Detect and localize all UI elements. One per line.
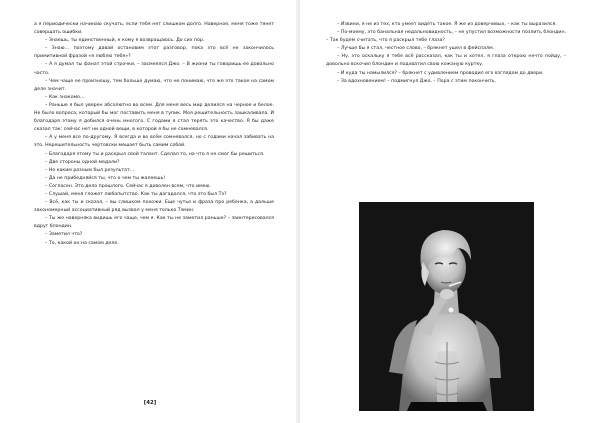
left-page-text [34, 21, 274, 248]
paragraph: – Заметил что? [45, 232, 83, 238]
paragraph: – Знаю… поэтому давай остановим этот разговор, пока это всё не закончилось примитивной фразой «я люблю тебя»? [34, 46, 274, 60]
paragraph: – А я думал ты фанат этой строчки, – засмеялся Джо. – В жизни ты говоришь ее довольно часто. [34, 62, 274, 76]
paragraph: – А у меня все по-другому. Я всегда и во всём сомневался, но с годами начал забивать на это. Нерешительность чертовски мешает быть самим собой. [34, 135, 274, 149]
right-page-text [326, 21, 566, 86]
paragraph: – Но каким разным был результат… [45, 167, 135, 173]
paragraph: – Чем чаще ее произношу, тем больше думаю, что не понимаю, что же это такое на самом деле значит. [34, 78, 274, 92]
portrait-photo-icon [359, 202, 534, 411]
paragraph: – Ты же наверняка видишь его чаще, чем я. Как ты не заметил раньше? – заинтересовался вдруг блондин. [34, 216, 274, 230]
paragraph: – И куда ты намылился? – брякнет с удивлением проводил его взглядом до двери. [337, 70, 544, 76]
paragraph: – Раньше я был уверен абсолютно во всем. Для меня весь мир делился на черное и белое. Не было вопроса, который бы мог поставить меня в тупик. Моя решительность зашкаливала. И благодаря этому я добился очень многого. С годами я стал терять это качество. Я бы даже сказал так: сейчас нет ни одной вещи, в которой я бы не сомневался. [34, 102, 274, 133]
paragraph: – За вдохновением! – подмигнул Джо. – Пора с этим покончить. [337, 78, 496, 84]
paragraph: – То, какой он на самом деле. [45, 240, 119, 246]
paragraph: – По-моему, это банальная недальновидность, – не упустил возможности позлить блондин. – Так будем считать, что я раскрыл тебе глаза? [326, 30, 567, 44]
page-number: [42] [143, 400, 157, 406]
paragraph: – Да не прибедняйся ты, что о чем ты жалеешь! [45, 175, 166, 181]
paragraph: – Всё, как ты и сказал, – вы слишком похожи. Еще чутье и фраза про ребенка, а дальше закономерный ассоциативный ряд вызвал у меня только Тэмин. [34, 200, 274, 214]
portrait-photo [359, 202, 534, 411]
paragraph: – Извини, я не из тех, кто умеет видеть такое. Я же из доверчивых, – как ты выразился. [337, 22, 557, 27]
paragraph: – Знаешь, ты единственный, к кому я возвращаюсь. До сих пор. [45, 38, 205, 44]
paragraph: а я периодически начинаю скучать, если тебя нет слишком долго. Наверное, меня тоже тянет совершать ошибки. [34, 22, 274, 36]
paragraph: – Лучше бы я стал, честное слово, – брякнет ушел в фейспалм. [337, 46, 495, 52]
paragraph: – Две стороны одной медали? [45, 159, 120, 165]
paragraph: – Ну, это оскальку я тебе всё рассказал, как ты и хотел, я глаза открою нечто пойду, – довольно вскочил блондин и подхватил свою кожаную куртку. [326, 54, 566, 68]
paragraph: – Слушай, меня гложет любопытство. Как ты догадался, что это был Тэ? [45, 191, 227, 197]
paragraph: – Согласен. Это дело прошлого. Сейчас я доволен всем, что имею. [45, 183, 211, 189]
paragraph: – Благодаря этому ты и раскрыл свой талант. Сделал то, на что я не смог бы решиться. [45, 151, 265, 157]
paragraph: – Как знакомо… [45, 94, 85, 100]
